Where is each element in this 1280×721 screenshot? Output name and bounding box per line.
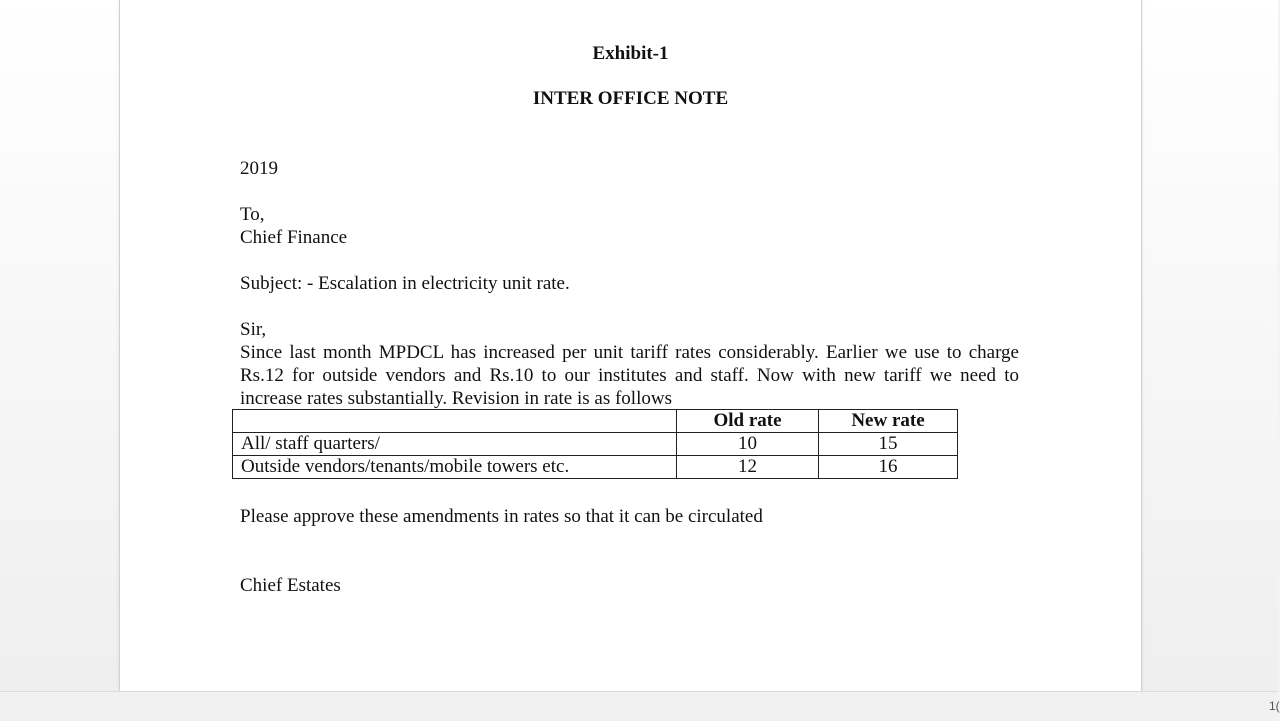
closing-request: Please approve these amendments in rates so that it can be circulated (240, 506, 763, 527)
table-header-cell (233, 410, 677, 433)
table-header-cell: Old rate (677, 410, 819, 433)
to-label: To, (240, 204, 265, 225)
table-cell: 12 (677, 456, 819, 479)
rate-table (232, 409, 958, 479)
exhibit-title: Exhibit-1 (592, 43, 669, 64)
table-row (233, 433, 958, 456)
table-cell: 15 (819, 433, 958, 456)
note-heading: INTER OFFICE NOTE (532, 88, 729, 109)
table-header-row (233, 410, 958, 433)
recipient: Chief Finance (240, 227, 348, 248)
signatory: Chief Estates (240, 575, 341, 596)
body-paragraph: Since last month MPDCL has increased per unit tariff rates considerably. Earlier we use to charge Rs.12 for outside vendors and Rs.10 to our institutes and staff. Now with new tariff we need to increase rates substantially. Revision in rate is as follows (240, 342, 1019, 409)
note-date: 2019 (240, 158, 278, 179)
table-header-cell: New rate (819, 410, 958, 433)
table-row (233, 456, 958, 479)
table-cell: Outside vendors/tenants/mobile towers etc. (233, 456, 677, 479)
table-cell: 16 (819, 456, 958, 479)
table-cell: All/ staff quarters/ (233, 433, 677, 456)
status-bar (0, 691, 1278, 721)
subject-line: Subject: - Escalation in electricity unit rate. (240, 273, 570, 294)
table-cell: 10 (677, 433, 819, 456)
salutation: Sir, (240, 319, 267, 340)
page-indicator: 1( (1269, 699, 1280, 713)
document-page (119, 0, 1142, 691)
